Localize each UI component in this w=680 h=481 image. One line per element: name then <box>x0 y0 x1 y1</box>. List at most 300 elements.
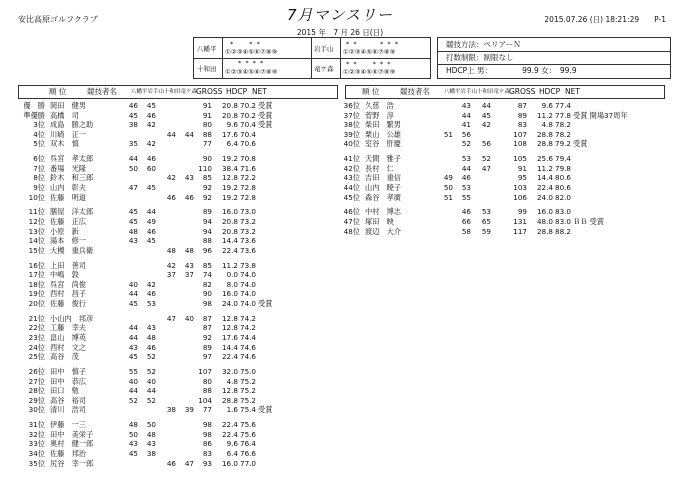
score-towada: 42 <box>166 260 176 270</box>
score-hachimantai: 35 <box>128 139 138 149</box>
gross: 92 <box>202 192 212 202</box>
hdcp: 6.4 <box>226 139 238 149</box>
score-iwatesan: 55 <box>461 192 471 202</box>
rank: 42位 <box>343 163 360 173</box>
score-hachimantai: 51 <box>443 129 453 139</box>
gross: 80 <box>202 120 212 130</box>
result-row <box>18 154 338 164</box>
hdcp: 22.4 <box>536 183 553 192</box>
player-name: 伊藤 一三 <box>50 420 86 430</box>
score-hachimantai: 46 <box>128 101 138 110</box>
gross: 90 <box>202 154 212 164</box>
score-hachimantai: 43 <box>128 342 138 352</box>
hdcp: 48.0 <box>536 217 553 226</box>
player-name: 山内 彰夫 <box>50 183 86 192</box>
score-iwatesan: 45 <box>146 101 156 110</box>
col-name: 競技者名 <box>87 87 117 96</box>
col-net: NET <box>565 87 580 96</box>
net: 74.0 <box>240 270 257 280</box>
hdcp: 17.6 <box>221 333 238 342</box>
net: 71.6 <box>240 163 257 173</box>
gross: 88 <box>202 386 212 396</box>
score-towada: 45 <box>481 110 491 120</box>
rank: 優 勝 <box>23 101 45 110</box>
gross: 94 <box>202 226 212 236</box>
player-name: 岡田 健男 <box>50 101 86 110</box>
event-date: 2015 年 7 月 26 日(日) <box>296 28 384 37</box>
score-ryugamori: 43 <box>184 173 194 183</box>
net: 75.2 <box>240 395 257 405</box>
rank: 45位 <box>343 192 360 202</box>
rank: 40位 <box>343 139 360 149</box>
gross: 89 <box>517 110 527 120</box>
course-holes: ①②③④⑤⑥⑦⑧⑨ <box>225 48 278 56</box>
net: 74.2 <box>240 323 257 333</box>
gross: 97 <box>202 352 212 362</box>
score-iwatesan: 43 <box>461 101 471 110</box>
rank: 30位 <box>28 405 45 415</box>
player-name: 吉田 重信 <box>365 173 401 183</box>
result-row <box>18 139 338 149</box>
player-name: 高橋 司 <box>50 110 79 120</box>
score-hachimantai: 50 <box>443 183 453 192</box>
net: 75.0 <box>240 367 257 376</box>
score-ryugamori: 37 <box>184 270 194 280</box>
score-towada: 44 <box>166 129 176 139</box>
hdcp: 20.8 <box>221 226 238 236</box>
score-towada: 44 <box>481 101 491 110</box>
course-pins: * * * * <box>238 59 265 67</box>
result-row <box>18 183 338 193</box>
score-hachimantai: 49 <box>443 173 453 183</box>
col-net: NET <box>252 87 267 96</box>
rank: 17位 <box>28 270 45 280</box>
net: 73.0 <box>240 207 257 217</box>
hdcp: 22.4 <box>221 420 238 430</box>
net: 73.2 <box>240 217 257 226</box>
score-towada: 53 <box>481 207 491 217</box>
score-iwatesan: 44 <box>461 110 471 120</box>
score-ryugamori: 43 <box>184 260 194 270</box>
player-name: 高谷 茂 <box>50 352 79 362</box>
hdcp: 9.6 <box>541 101 553 110</box>
player-name: 室谷 肝慶 <box>365 139 401 149</box>
score-iwatesan: 40 <box>146 376 156 386</box>
player-name: 菅野 淳 <box>365 110 394 120</box>
result-row <box>18 430 338 440</box>
score-hachimantai: 44 <box>128 154 138 164</box>
net: 75.6 <box>240 429 257 439</box>
player-name: 小原 新 <box>50 226 79 236</box>
net: 76.6 <box>240 449 257 458</box>
player-name: 田中 慎子 <box>50 367 86 376</box>
score-iwatesan: 46 <box>146 154 156 164</box>
gross: 77 <box>202 139 212 149</box>
result-row <box>18 270 338 280</box>
score-towada: 37 <box>166 270 176 280</box>
score-hachimantai: 50 <box>128 429 138 439</box>
score-hachimantai: 43 <box>128 439 138 449</box>
hdcp: 12.8 <box>221 173 238 183</box>
player-name: 中村 博志 <box>365 207 401 217</box>
score-hachimantai: 45 <box>128 449 138 458</box>
hdcp: 22.4 <box>221 429 238 439</box>
rank: 24位 <box>28 342 45 352</box>
gross: 82 <box>202 279 212 289</box>
player-name: 天間 雅子 <box>365 154 401 164</box>
rank: 20位 <box>28 299 45 308</box>
gross: 93 <box>202 458 212 468</box>
result-row <box>18 111 338 121</box>
net: 88.2 <box>555 226 572 236</box>
hdcp: 28.8 <box>221 395 238 405</box>
score-iwatesan: 52 <box>146 367 156 376</box>
score-iwatesan: 43 <box>146 323 156 333</box>
result-row <box>18 217 338 227</box>
print-timestamp: 2015.07.26 (日) 18:21:29 P-1 <box>544 15 666 24</box>
net: 78.2 <box>555 129 572 139</box>
col-rank: 順 位 <box>362 87 380 96</box>
hdcp: 19.2 <box>221 183 238 192</box>
note: 受賞 開場37周年 <box>573 110 628 120</box>
net: 73.2 <box>240 226 257 236</box>
rank: 23位 <box>28 333 45 342</box>
score-iwatesan: 48 <box>146 333 156 342</box>
course-name: 十和田 <box>197 65 217 73</box>
result-row <box>18 280 338 290</box>
result-row <box>333 164 653 174</box>
player-name: 清川 浩司 <box>50 405 86 415</box>
note: 受賞 <box>258 299 273 308</box>
score-iwatesan: 53 <box>146 299 156 308</box>
rank: 5位 <box>33 139 45 149</box>
hdcp: 32.0 <box>221 367 238 376</box>
result-row <box>333 111 653 121</box>
player-name: 佐藤 明道 <box>50 192 86 202</box>
score-towada: 46 <box>166 458 176 468</box>
score-ryugamori: 47 <box>184 458 194 468</box>
player-name: 山内 暁子 <box>365 183 401 192</box>
hdcp-max-values: 99.9 女： 99.9 <box>522 66 577 75</box>
club-name: 安比高原ゴルフクラブ <box>18 15 98 24</box>
rank: 44位 <box>343 183 360 192</box>
score-hachimantai: 48 <box>128 420 138 430</box>
score-hachimantai: 43 <box>128 236 138 246</box>
col-gross: GROSS <box>509 87 536 96</box>
course-pins: * * * * * <box>346 40 399 48</box>
score-iwatesan: 52 <box>146 395 156 405</box>
hdcp: 24.0 <box>536 192 553 202</box>
gross: 92 <box>202 183 212 192</box>
net: 82.0 <box>555 192 572 202</box>
gross: 99 <box>517 207 527 217</box>
player-name: 川崎 正一 <box>50 129 86 139</box>
result-row <box>18 314 338 324</box>
hdcp: 24.0 <box>221 299 238 308</box>
rank: 22位 <box>28 323 45 333</box>
rank: 12位 <box>28 217 45 226</box>
net: 72.2 <box>240 173 257 183</box>
net: 72.8 <box>240 183 257 192</box>
net: 76.4 <box>240 439 257 449</box>
player-name: 成島 勝之助 <box>50 120 94 130</box>
gross: 83 <box>202 449 212 458</box>
net: 73.6 <box>240 236 257 246</box>
score-towada: 48 <box>166 245 176 255</box>
player-name: 西村 文之 <box>50 342 86 352</box>
rank: 39位 <box>343 129 360 139</box>
score-iwatesan: 44 <box>146 386 156 396</box>
gross: 83 <box>517 120 527 130</box>
result-row <box>18 367 338 377</box>
hdcp: 14.4 <box>221 236 238 246</box>
net: 79.2 <box>555 139 572 149</box>
player-name: 呉宮 尚俊 <box>50 279 86 289</box>
result-row <box>333 130 653 140</box>
gross: 107 <box>198 367 212 376</box>
hdcp: 28.8 <box>536 139 553 149</box>
net: 70.4 <box>240 120 257 130</box>
net: 75.4 <box>240 405 257 415</box>
net: 83.0 <box>555 207 572 217</box>
score-iwatesan: 50 <box>146 420 156 430</box>
player-name: 小山内 邦彦 <box>50 313 94 323</box>
score-ryugamori: 48 <box>184 245 194 255</box>
rank: 38位 <box>343 120 360 130</box>
player-name: 中嶋 敦 <box>50 270 79 280</box>
score-iwatesan: 53 <box>461 154 471 164</box>
rank: 19位 <box>28 289 45 299</box>
gross: 98 <box>202 299 212 308</box>
hdcp: 16.0 <box>221 289 238 299</box>
note: 受賞 <box>258 101 273 110</box>
score-towada: 65 <box>481 217 491 226</box>
result-row <box>18 299 338 309</box>
hdcp: 6.4 <box>226 449 238 458</box>
method-label: 競技方法： <box>446 40 484 49</box>
player-name: 双木 慎 <box>50 139 79 149</box>
player-name: 佐藤 俊行 <box>50 299 86 308</box>
score-hachimantai: 44 <box>128 323 138 333</box>
net: 75.2 <box>240 386 257 396</box>
score-towada: 47 <box>166 313 176 323</box>
course-name: 八幡平 <box>197 45 217 53</box>
net: 77.0 <box>240 458 257 468</box>
net: 74.2 <box>240 313 257 323</box>
net: 75.2 <box>240 376 257 386</box>
result-row <box>18 405 338 415</box>
net: 70.4 <box>240 129 257 139</box>
gross: 107 <box>513 129 527 139</box>
score-iwatesan: 43 <box>146 439 156 449</box>
net: 78.2 <box>555 120 572 130</box>
gross: 80 <box>202 376 212 386</box>
gross: 117 <box>513 226 527 236</box>
hdcp: 22.4 <box>221 245 238 255</box>
rank: 7位 <box>33 163 45 173</box>
rank: 32位 <box>28 429 45 439</box>
player-name: 渡辺 大介 <box>365 226 401 236</box>
player-name: 田中 恭広 <box>50 376 86 386</box>
hdcp: 0.0 <box>226 270 238 280</box>
net: 79.8 <box>555 163 572 173</box>
net: 70.8 <box>240 154 257 164</box>
net: 74.4 <box>240 333 257 342</box>
gross: 89 <box>202 342 212 352</box>
result-row <box>333 173 653 183</box>
hdcp: 22.4 <box>221 352 238 362</box>
net: 74.6 <box>240 352 257 362</box>
rank: 25位 <box>28 352 45 362</box>
course-holes: ①②③④⑤⑥⑦⑧⑨ <box>225 68 278 76</box>
rank: 27位 <box>28 376 45 386</box>
gross: 88 <box>202 236 212 246</box>
player-name: 塚田 映 <box>365 217 394 226</box>
result-row <box>333 193 653 203</box>
note: 受賞 <box>258 405 273 415</box>
gross: 98 <box>202 420 212 430</box>
score-hachimantai: 45 <box>128 110 138 120</box>
gross: 91 <box>202 110 212 120</box>
hdcp: 11.2 <box>221 260 238 270</box>
rank: 8位 <box>33 173 45 183</box>
net: 70.2 <box>240 110 257 120</box>
score-iwatesan: 44 <box>146 207 156 217</box>
rank: 13位 <box>28 226 45 236</box>
hdcp: 20.8 <box>221 110 238 120</box>
rank: 16位 <box>28 260 45 270</box>
hdcp: 4.8 <box>226 376 238 386</box>
result-row <box>333 139 653 149</box>
net: 70.6 <box>240 139 257 149</box>
hdcp: 19.2 <box>221 154 238 164</box>
score-hachimantai: 40 <box>128 279 138 289</box>
player-name: 長村 仁 <box>365 163 394 173</box>
score-iwatesan: 46 <box>146 289 156 299</box>
net: 74.6 <box>240 342 257 352</box>
hdcp: 16.0 <box>536 207 553 217</box>
gross: 95 <box>517 173 527 183</box>
note: 受賞 <box>573 139 588 149</box>
result-row <box>18 246 338 256</box>
gross: 87 <box>517 101 527 110</box>
gross: 87 <box>202 323 212 333</box>
player-name: 湯本 修一 <box>50 236 86 246</box>
player-name: 奥村 健一郎 <box>50 439 94 449</box>
hdcp: 11.2 <box>536 163 553 173</box>
result-row <box>18 207 338 217</box>
gross: 96 <box>202 245 212 255</box>
score-iwatesan: 52 <box>146 352 156 362</box>
result-row <box>18 164 338 174</box>
score-iwatesan: 49 <box>146 217 156 226</box>
course-name: 岩手山 <box>314 45 334 53</box>
rank: 26位 <box>28 367 45 376</box>
player-name: 大槻 重兵衛 <box>50 245 94 255</box>
result-row <box>333 217 653 227</box>
gross: 74 <box>202 270 212 280</box>
score-towada: 38 <box>166 405 176 415</box>
rank: 35位 <box>28 458 45 468</box>
gross: 105 <box>513 154 527 164</box>
score-iwatesan: 52 <box>461 139 471 149</box>
score-iwatesan: 60 <box>146 163 156 173</box>
hdcp-max-label: HDCP上 男： <box>446 66 493 75</box>
hdcp: 38.4 <box>221 163 238 173</box>
rank: 37位 <box>343 110 360 120</box>
player-name: 呉宮 孝太郎 <box>50 154 94 164</box>
rank: 11位 <box>28 207 45 217</box>
score-hachimantai: 45 <box>128 299 138 308</box>
col-rank: 順 位 <box>49 87 67 96</box>
score-iwatesan: 46 <box>461 173 471 183</box>
rank: 15位 <box>28 245 45 255</box>
result-row <box>333 227 653 237</box>
rank: 10位 <box>28 192 45 202</box>
rank: 33位 <box>28 439 45 449</box>
player-name: 上田 善司 <box>50 260 86 270</box>
result-row <box>333 183 653 193</box>
score-iwatesan: 53 <box>461 183 471 192</box>
hdcp: 25.6 <box>536 154 553 164</box>
net: 73.8 <box>240 260 257 270</box>
net: 72.8 <box>240 192 257 202</box>
net: 75.6 <box>240 420 257 430</box>
net: 74.0 <box>240 289 257 299</box>
rank: 31位 <box>28 420 45 430</box>
gross: 87 <box>202 313 212 323</box>
player-name: 番場 光隆 <box>50 163 86 173</box>
gross: 131 <box>513 217 527 226</box>
gross: 90 <box>202 289 212 299</box>
score-iwatesan: 48 <box>146 429 156 439</box>
player-name: 田口 勉 <box>50 386 79 396</box>
method-value: ペリアーＮ <box>483 40 521 49</box>
gross: 94 <box>202 217 212 226</box>
net: 79.4 <box>555 154 572 164</box>
player-name: 田中 美栄子 <box>50 429 94 439</box>
course-pins: * * * * * <box>346 60 392 68</box>
course-holes: ①②③④⑤⑥⑦⑧⑨ <box>343 68 396 76</box>
score-iwatesan: 46 <box>146 342 156 352</box>
score-towada: 52 <box>481 154 491 164</box>
hdcp: 12.8 <box>221 323 238 333</box>
player-name: 栗山 公雄 <box>365 129 401 139</box>
gross: 85 <box>202 260 212 270</box>
gross: 92 <box>202 333 212 342</box>
result-row <box>18 459 338 469</box>
result-row <box>18 377 338 387</box>
net: 74.0 <box>240 279 257 289</box>
score-iwatesan: 38 <box>146 449 156 458</box>
player-name: 尻谷 幸一郎 <box>50 458 94 468</box>
gross: 98 <box>202 429 212 439</box>
score-iwatesan: 46 <box>461 207 471 217</box>
page-title: 7月マンスリー <box>286 6 394 24</box>
score-hachimantai: 44 <box>128 289 138 299</box>
gross: 106 <box>513 192 527 202</box>
result-row <box>18 449 338 459</box>
score-ryugamori: 46 <box>184 192 194 202</box>
player-name: 工藤 幸夫 <box>50 323 86 333</box>
result-row <box>18 130 338 140</box>
col-gross: GROSS <box>196 87 223 96</box>
result-row <box>18 101 338 111</box>
rank: 18位 <box>28 279 45 289</box>
result-row <box>18 323 338 333</box>
result-row <box>18 289 338 299</box>
score-towada: 42 <box>166 173 176 183</box>
